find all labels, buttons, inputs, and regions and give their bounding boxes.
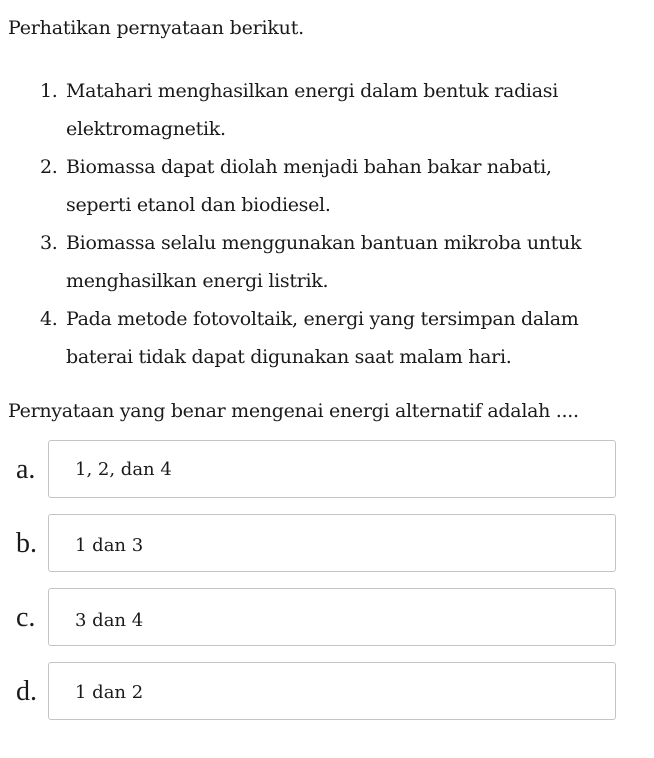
option-letter: c.	[16, 602, 36, 633]
statement-item	[40, 224, 640, 300]
statement-line: Pada metode fotovoltaik, energi yang tersimpan dalam	[66, 308, 579, 330]
option-d	[0, 662, 620, 724]
statement-number: 4.	[40, 308, 58, 330]
intro-text: Perhatikan pernyataan berikut.	[8, 17, 304, 39]
option-c-button[interactable]	[48, 588, 616, 646]
statement-item	[40, 148, 640, 224]
option-b	[0, 514, 620, 576]
statement-number: 1.	[40, 80, 58, 102]
statement-line: menghasilkan energi listrik.	[66, 270, 329, 292]
question-prompt: Pernyataan yang benar mengenai energi alternatif adalah ....	[8, 400, 579, 422]
statement-number: 2.	[40, 156, 58, 178]
option-b-button[interactable]	[48, 514, 616, 572]
option-c	[0, 588, 620, 650]
statement-item	[40, 72, 640, 148]
statement-line: Biomassa dapat diolah menjadi bahan bakar nabati,	[66, 156, 552, 178]
option-a-button[interactable]	[48, 440, 616, 498]
option-text: 1 dan 3	[75, 535, 144, 556]
statement-line: Biomassa selalu menggunakan bantuan mikroba untuk	[66, 232, 582, 254]
option-letter: d.	[16, 676, 37, 707]
option-letter: b.	[16, 528, 37, 559]
statement-item	[40, 300, 640, 376]
option-text: 1, 2, dan 4	[75, 459, 172, 480]
statement-line: baterai tidak dapat digunakan saat malam hari.	[66, 346, 512, 368]
statement-list	[40, 72, 640, 376]
option-a	[0, 440, 620, 502]
statement-number: 3.	[40, 232, 58, 254]
option-letter: a.	[16, 454, 36, 485]
option-d-button[interactable]	[48, 662, 616, 720]
statement-line: seperti etanol dan biodiesel.	[66, 194, 331, 216]
option-text: 1 dan 2	[75, 682, 144, 703]
statement-line: Matahari menghasilkan energi dalam bentuk radiasi	[66, 80, 558, 102]
statement-line: elektromagnetik.	[66, 118, 226, 140]
option-text: 3 dan 4	[75, 610, 144, 631]
